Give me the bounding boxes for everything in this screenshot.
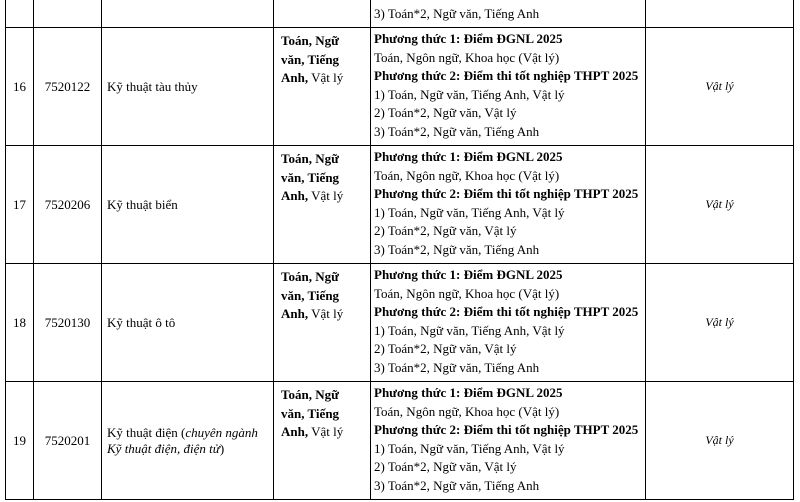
methods-cell xyxy=(371,0,646,27)
method2-title: Phương thức 2: Điểm thi tốt nghiệp THPT 2025 xyxy=(374,422,639,438)
method1-detail: Toán, Ngôn ngữ, Khoa học (Vật lý) xyxy=(374,403,560,419)
stt-cell xyxy=(6,0,34,27)
admissions-table xyxy=(5,0,794,500)
table-row xyxy=(6,28,794,146)
combo-line: 3) Toán*2, Ngữ văn, Tiếng Anh xyxy=(374,359,540,375)
subjects-bold: Toán, Ngữ văn, Tiếng Anh, xyxy=(281,151,340,203)
combo-line: 1) Toán, Ngữ văn, Tiếng Anh, Vật lý xyxy=(374,322,565,338)
major-name: Kỹ thuật biển xyxy=(107,196,178,212)
combo-line: 1) Toán, Ngữ văn, Tiếng Anh, Vật lý xyxy=(374,440,565,456)
major-name-main: Kỹ thuật điện ( xyxy=(107,424,186,440)
method1-title: Phương thức 1: Điểm ĐGNL 2025 xyxy=(374,267,563,282)
method1-detail: Toán, Ngôn ngữ, Khoa học (Vật lý) xyxy=(374,49,560,65)
combo-line: 3) Toán*2, Ngữ văn, Tiếng Anh xyxy=(374,6,540,21)
table-row xyxy=(6,382,794,500)
subjects-plain: Vật lý xyxy=(308,424,344,439)
priority-cell xyxy=(646,0,794,27)
stt-cell: 16 xyxy=(6,28,34,145)
subjects-cell xyxy=(274,382,371,499)
combo-line: 3) Toán*2, Ngữ văn, Tiếng Anh xyxy=(374,241,540,257)
combo-line: 1) Toán, Ngữ văn, Tiếng Anh, Vật lý xyxy=(374,86,565,102)
combo-line: 2) Toán*2, Ngữ văn, Vật lý xyxy=(374,105,517,121)
method2-title: Phương thức 2: Điểm thi tốt nghiệp THPT 2025 xyxy=(374,68,639,84)
stt-cell: 18 xyxy=(6,264,34,381)
table-row xyxy=(6,264,794,382)
method1-title: Phương thức 1: Điểm ĐGNL 2025 xyxy=(374,149,563,164)
combo-line: 3) Toán*2, Ngữ văn, Tiếng Anh xyxy=(374,123,540,139)
subjects-cell xyxy=(274,0,371,27)
priority-cell: Vật lý xyxy=(646,146,794,263)
method1-detail: Toán, Ngôn ngữ, Khoa học (Vật lý) xyxy=(374,167,560,183)
code-cell: 7520130 xyxy=(34,264,102,381)
code-cell: 7520201 xyxy=(34,382,102,499)
stt-cell: 19 xyxy=(6,382,34,499)
combo-line: 2) Toán*2, Ngữ văn, Vật lý xyxy=(374,223,517,239)
name-cell xyxy=(102,0,274,27)
code-cell: 7520122 xyxy=(34,28,102,145)
major-name-suffix: ) xyxy=(219,440,225,456)
combo-line: 2) Toán*2, Ngữ văn, Vật lý xyxy=(374,459,517,475)
major-name: Kỹ thuật ô tô xyxy=(107,314,176,330)
major-specialization: chuyên ngành Kỹ thuật điện, điện tử xyxy=(107,424,258,456)
subjects-cell xyxy=(274,28,371,145)
method1-title: Phương thức 1: Điểm ĐGNL 2025 xyxy=(374,31,563,46)
stt-cell: 17 xyxy=(6,146,34,263)
major-name xyxy=(107,425,273,457)
priority-cell: Vật lý xyxy=(646,382,794,499)
combo-line: 2) Toán*2, Ngữ văn, Vật lý xyxy=(374,341,517,357)
method1-title: Phương thức 1: Điểm ĐGNL 2025 xyxy=(374,385,563,400)
table-row-partial xyxy=(6,0,794,28)
name-cell xyxy=(102,264,274,381)
subjects-bold: Toán, Ngữ văn, Tiếng Anh, xyxy=(281,33,340,85)
subjects-plain: Vật lý xyxy=(308,306,344,321)
method2-title: Phương thức 2: Điểm thi tốt nghiệp THPT 2025 xyxy=(374,304,639,320)
code-cell: 7520206 xyxy=(34,146,102,263)
subjects-plain: Vật lý xyxy=(308,70,344,85)
subjects-cell xyxy=(274,264,371,381)
subjects-bold: Toán, Ngữ văn, Tiếng Anh, xyxy=(281,387,340,439)
priority-cell: Vật lý xyxy=(646,264,794,381)
subjects-plain: Vật lý xyxy=(308,188,344,203)
methods-cell xyxy=(371,28,646,145)
priority-cell: Vật lý xyxy=(646,28,794,145)
subjects-bold: Toán, Ngữ văn, Tiếng Anh, xyxy=(281,269,340,321)
methods-cell xyxy=(371,382,646,499)
major-name: Kỹ thuật tàu thủy xyxy=(107,78,198,94)
method2-title: Phương thức 2: Điểm thi tốt nghiệp THPT 2025 xyxy=(374,186,639,202)
table-row xyxy=(6,146,794,264)
code-cell xyxy=(34,0,102,27)
name-cell xyxy=(102,28,274,145)
combo-line: 3) Toán*2, Ngữ văn, Tiếng Anh xyxy=(374,477,540,493)
subjects-cell xyxy=(274,146,371,263)
methods-cell xyxy=(371,146,646,263)
methods-cell xyxy=(371,264,646,381)
name-cell xyxy=(102,382,274,499)
name-cell xyxy=(102,146,274,263)
method1-detail: Toán, Ngôn ngữ, Khoa học (Vật lý) xyxy=(374,285,560,301)
combo-line: 1) Toán, Ngữ văn, Tiếng Anh, Vật lý xyxy=(374,204,565,220)
